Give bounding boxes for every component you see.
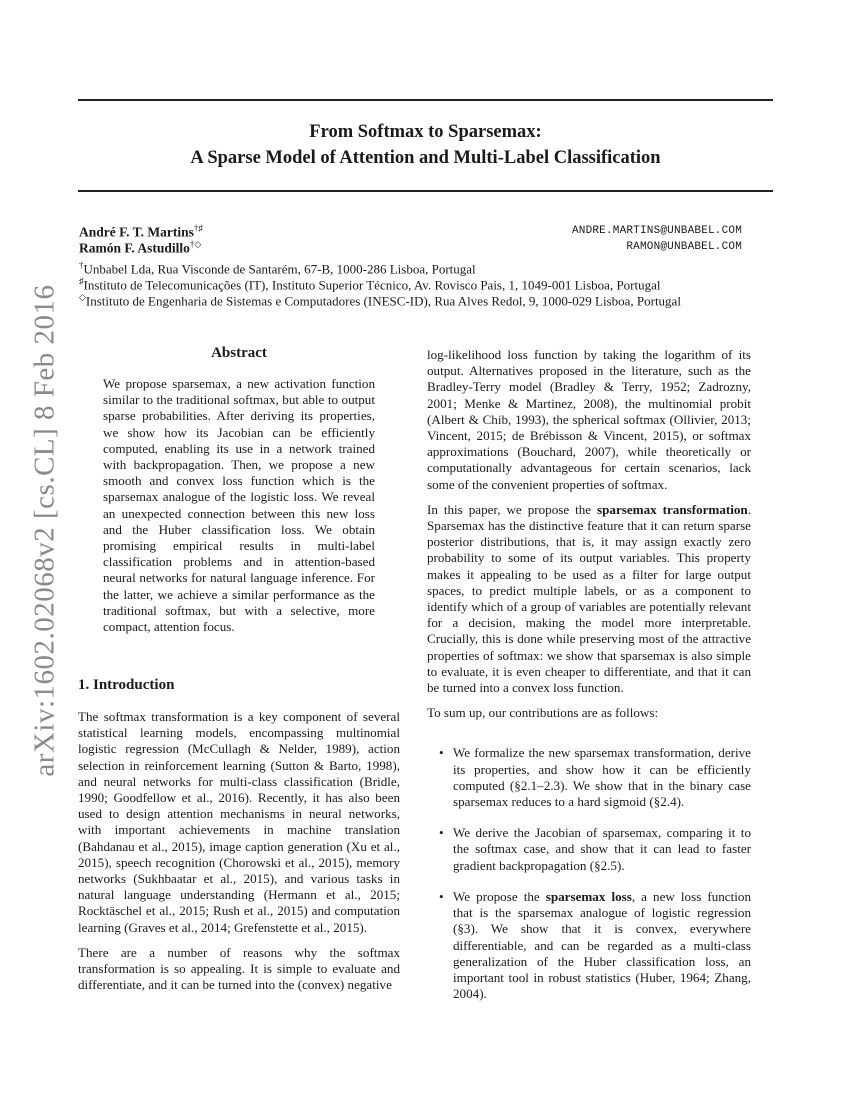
term-sparsemax-loss: sparsemax loss (545, 888, 632, 904)
text-run: , a new loss function that is the sparsemax analogue of logistic regression (§3). We show that it is convex, everywhere differentiable, and can be regarded as a multi-class generalization of the Huber classification loss, an important tool in robust statistics (Huber, 1964; Zhang, 2004). (453, 888, 751, 1002)
section-heading-introduction: 1. Introduction (78, 677, 175, 693)
right-column-text (427, 347, 751, 1017)
intro-paragraph-4 (427, 502, 751, 696)
affiliation-mark: † (79, 260, 84, 270)
arxiv-identifier-text: arXiv:1602.02068v2 [cs.CL] 8 Feb 2016 (28, 283, 61, 777)
affiliation-text: Unbabel Lda, Rua Visconde de Santarém, 67-B, 1000-286 Lisboa, Portugal (83, 261, 476, 277)
author-affil-marks: †◇ (189, 239, 202, 249)
list-item (427, 745, 751, 810)
affiliation-inesc (79, 292, 681, 309)
bullet-icon: • (439, 745, 444, 761)
author-email-astudillo[interactable]: RAMON@UNBABEL.COM (626, 241, 742, 253)
intro-paragraph-5: To sum up, our contributions are as follows: (427, 705, 659, 721)
author-astudillo (79, 239, 201, 257)
term-sparsemax-transformation: sparsemax transformation (597, 501, 748, 517)
text-run: . Sparsemax has the distinctive feature that it can return sparse posterior distributions, that is, it may assign exactly zero probability to some of its output variables. This property makes it appealing to be used as a filter for large output spaces, to predict multiple labels, or as a component to identify which of a group of variables are potentially relevant for a decision, making the model more interpretable. Crucially, this is done while preserving most of the attractive properties of softmax: we show that sparsemax is also simple to evaluate, it is even cheaper to differentiate, and that it can be turned into a convex loss function. (427, 501, 751, 696)
author-affil-marks: †♯ (193, 223, 203, 233)
affiliation-mark: ◇ (79, 292, 86, 302)
author-email-martins[interactable]: ANDRE.MARTINS@UNBABEL.COM (571, 225, 742, 237)
abstract-heading: Abstract (211, 345, 267, 361)
intro-paragraph-3: log-likelihood loss function by taking the logarithm of its output. Alternatives proposed in the literature, such as the Bradley-Terry model (Bradley & Terry, 1952; Zadrozny, 2001; Menke & Martinez, 2008), the multinomial probit (Albert & Chib, 1993), the spherical softmax (Ollivier, 2013; Vincent, 2015; de Brébisson & Vincent, 2015), or softmax approximations (Bouchard, 2007), while theoretically or computationally advantageous for certain scenarios, lack some of the convenient properties of softmax. (427, 347, 751, 492)
text-run: We propose the (453, 888, 546, 904)
bullet-icon: • (439, 888, 444, 904)
contribution-text: We formalize the new sparsemax transformation, derive its properties, and show how it can be efficiently computed (§2.1–2.3). We show that in the binary case sparsemax reduces to a hard sigmoid (§2.4). (453, 745, 751, 810)
affiliation-mark: ♯ (79, 276, 84, 286)
author-name: Ramón F. Astudillo (79, 240, 190, 256)
title-rule-bottom (78, 190, 773, 192)
left-column-text (78, 709, 400, 1002)
affiliation-text: Instituto de Engenharia de Sistemas e Computadores (INESC-ID), Rua Alves Redol, 9, 1000-029 Lisboa, Portugal (85, 293, 681, 309)
abstract-body (103, 376, 375, 644)
contributions-list (427, 745, 751, 1002)
contribution-text: We derive the Jacobian of sparsemax, comparing it to the softmax case, and show that it can lead to faster gradient backpropagation (§2.5). (453, 825, 751, 873)
intro-paragraph-1: The softmax transformation is a key component of several statistical learning models, encompassing multinomial logistic regression (McCullagh & Nelder, 1989), action selection in reinforcement learning (Sutton & Barto, 1998), and neural networks for multi-class classification (Bridle, 1990; Goodfellow et al., 2016). Recently, it has also been used to design attention mechanisms in neural networks, with important achievements in machine translation (Bahdanau et al., 2015), image caption generation (Xu et al., 2015), speech recognition (Chorowski et al., 2015), memory networks (Sukhbaatar et al., 2015), and various tasks in natural language understanding (Hermann et al., 2015; Rocktäschel et al., 2015; Rush et al., 2015) and computation learning (Graves et al., 2014; Grefenstette et al., 2015). (78, 709, 400, 935)
author-name: André F. T. Martins (79, 224, 194, 240)
paper-title-line-2: A Sparse Model of Attention and Multi-Label Classification (190, 148, 661, 168)
affiliation-it (79, 276, 661, 293)
bullet-icon: • (439, 825, 444, 841)
text-run: In this paper, we propose the (427, 501, 598, 517)
list-item (427, 825, 751, 874)
abstract-paragraph: We propose sparsemax, a new activation function similar to the traditional softmax, but able to output sparse probabilities. After deriving its properties, we show how its Jacobian can be efficiently computed, enabling its use in a network trained with backpropagation. Then, we propose a new smooth and convex loss function which is the sparsemax analogue of the logistic loss. We reveal an unexpected connection between this new loss and the Huber classification loss. We obtain promising empirical results in multi-label classification problems and in attention-based neural networks for natural language inference. For the latter, we achieve a similar performance as the traditional softmax, but with a selective, more compact, attention focus. (103, 376, 375, 635)
intro-paragraph-2: There are a number of reasons why the softmax transformation is so appealing. It is simple to evaluate and differentiate, and it can be turned into the (convex) negative (78, 944, 400, 993)
title-rule-top (78, 99, 773, 101)
list-item (427, 889, 751, 1002)
affiliation-text: Instituto de Telecomunicações (IT), Instituto Superior Técnico, Av. Rovisco Pais, 1, 1049-001 Lisboa, Portugal (83, 277, 661, 293)
paper-title-line-1: From Softmax to Sparsemax: (309, 122, 542, 142)
affiliation-unbabel (79, 260, 476, 277)
arxiv-identifier-stamp (20, 283, 70, 777)
author-martins (79, 223, 203, 241)
